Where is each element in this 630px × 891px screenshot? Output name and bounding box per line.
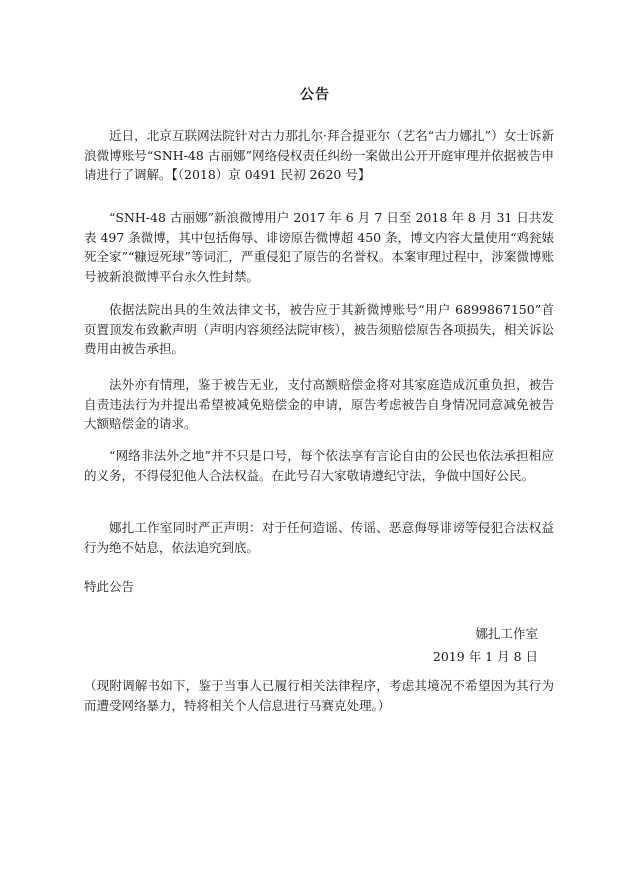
paragraph-3: 依据法院出具的生效法律文书，被告应于其新微博账号“用户 6899867150”首页置顶发布致歉声明（声明内容须经法院审核），被告须赔偿原告各项损失，相关诉讼费用由被告承担。: [84, 302, 554, 356]
paragraph-2: “SNH-48 古丽娜”新浪微博用户 2017 年 6 月 7 日至 2018 年 8 月 31 日共发表 497 条微博，其中包括侮辱、诽谤原告微博超 450 条，博文内容大量使用“鸡瓮婊死全家”“糠逗死球”等词汇，严重侵犯了原告的名誉权。本案审理过程中，涉案微博账号被新浪微博平台永久性封禁。: [84, 210, 555, 284]
paragraph-4: 法外亦有情理，鉴于被告无业，支付高额赔偿金将对其家庭造成沉重负担，被告自责违法行为并提出希望被减免赔偿金的申请，原告考虑被告自身情况同意减免被告大额赔偿金的请求。: [84, 377, 554, 431]
paragraph-6: 娜扎工作室同时严正声明：对于任何造谣、传谣、恶意侮辱诽谤等侵犯合法权益行为绝不姑息，依法追究到底。: [84, 520, 554, 555]
document-title: 公告: [300, 87, 330, 103]
paragraph-1: 近日，北京互联网法院针对古力那扎尔·拜合提亚尔（艺名“古力娜扎”）女士诉新浪微博账号“SNH-48 古丽娜”网络侵权责任纠纷一案做出公开开庭审理并依据被告申请进行了调解。【（2018）京 0491 民初 2620 号】: [84, 128, 554, 182]
signature-org: 娜扎工作室: [475, 626, 538, 641]
closing-text: 特此公告: [84, 579, 135, 594]
signature-date: 2019 年 1 月 8 日: [432, 649, 538, 664]
attachment-note: （现附调解书如下，鉴于当事人已履行相关法律程序，考虑其境况不希望因为其行为而遭受网络暴力，特将相关个人信息进行马赛克处理。）: [84, 678, 554, 713]
paragraph-5: “网络非法外之地”并不只是口号，每个依法享有言论自由的公民也依法承担相应的义务，不得侵犯他人合法权益。在此号召大家敬请遵纪守法，争做中国好公民。: [84, 448, 554, 483]
